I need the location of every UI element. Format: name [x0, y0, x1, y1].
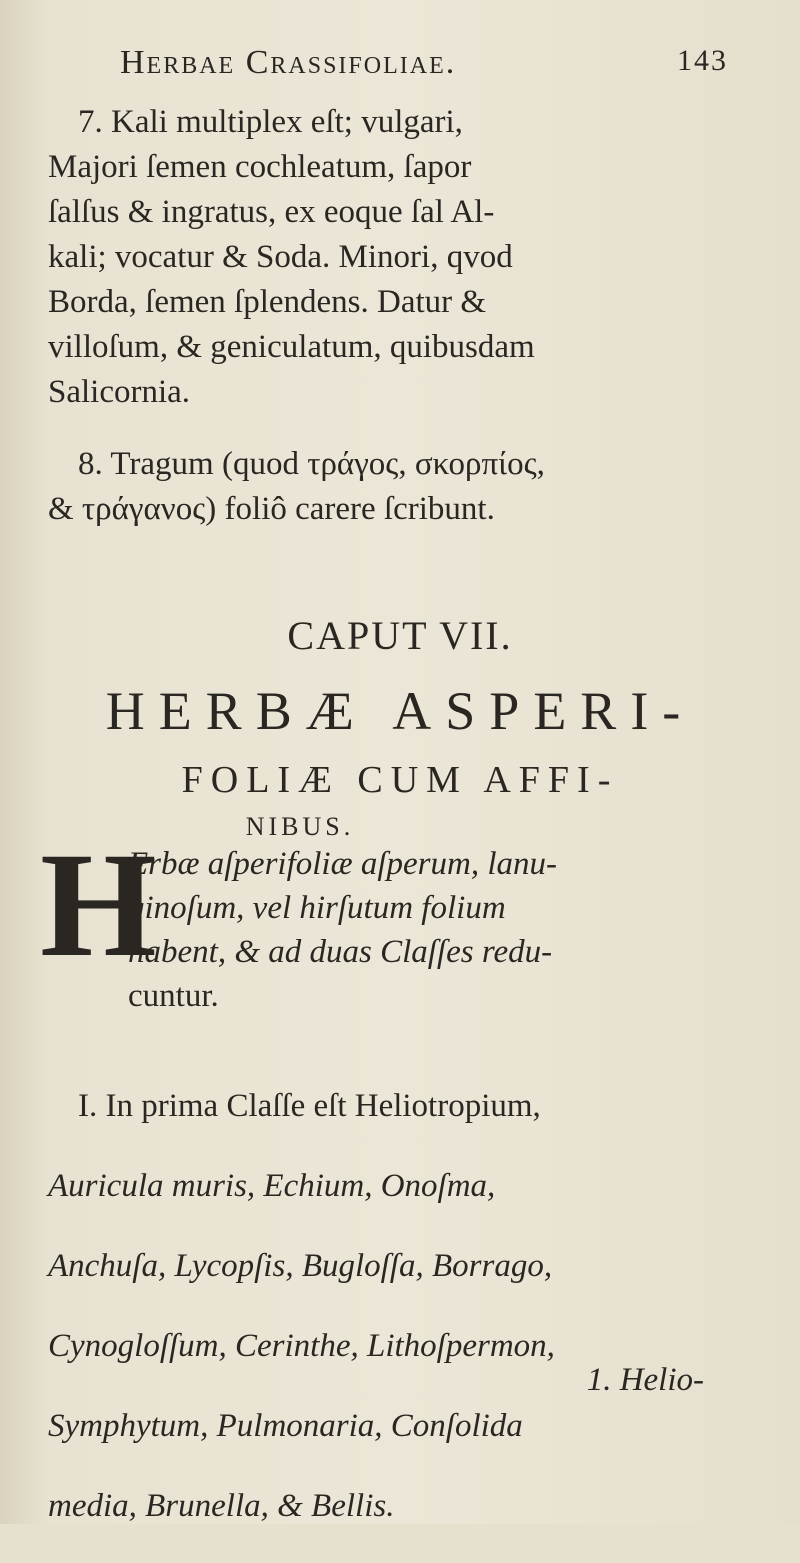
classis-1-paragraph — [48, 1050, 760, 1563]
section-7-line: 7. Kali multiplex eſt; vulgari, — [78, 104, 463, 140]
intro-line: habent, & ad duas Claſſes redu- — [128, 934, 553, 970]
classis-line: Cynogloſſum, Cerinthe, Lithoſpermon, — [48, 1328, 555, 1364]
classis-line: Auricula muris, Echium, Onoſma, — [48, 1168, 496, 1204]
page-number: 143 — [677, 44, 728, 77]
section-8-line: 8. Tragum (quod τράγος, σκορπίος, — [78, 446, 545, 482]
section-8-line: & τράγανος) foliô carere ſcribunt. — [48, 491, 495, 527]
section-8 — [48, 442, 760, 532]
chapter-title-line-1: HERBÆ ASPERI- — [105, 681, 695, 741]
section-7-line: Borda, ſemen ſplendens. Datur & — [48, 284, 487, 320]
drop-capital: H — [40, 822, 157, 988]
classis-line: Anchuſa, Lycopſis, Bugloſſa, Borrago, — [48, 1248, 553, 1284]
section-7-line: Salicornia. — [48, 374, 191, 410]
classis-line: I. In prima Claſſe eſt Heliotropium, — [78, 1088, 541, 1124]
intro-paragraph — [48, 842, 760, 1018]
section-7 — [48, 100, 760, 415]
chapter-number: CAPUT VII. — [287, 613, 513, 658]
classis-line: Symphytum, Pulmonaria, Conſolida — [48, 1408, 523, 1444]
intro-line: Erbæ aſperifoliæ aſperum, lanu- — [128, 846, 557, 882]
intro-line: ginoſum, vel hirſutum folium — [128, 890, 506, 926]
classis-line: media, Brunella, & Bellis. — [48, 1488, 395, 1524]
catchword: 1. Helio- — [586, 1362, 704, 1398]
chapter-title-line-3: NIBUS. — [245, 812, 355, 841]
section-7-line: kali; vocatur & Soda. Minori, qvod — [48, 239, 513, 275]
section-7-line: Majori ſemen cochleatum, ſapor — [48, 149, 472, 185]
running-title: Herbae Crassifoliae. — [120, 44, 457, 81]
section-7-line: villoſum, & geniculatum, quibusdam — [48, 329, 535, 365]
intro-line: cuntur. — [128, 978, 219, 1014]
chapter-title-line-2: FOLIÆ CUM AFFI- — [181, 759, 619, 801]
section-7-line: ſalſus & ingratus, ex eoque ſal Al- — [48, 194, 495, 230]
